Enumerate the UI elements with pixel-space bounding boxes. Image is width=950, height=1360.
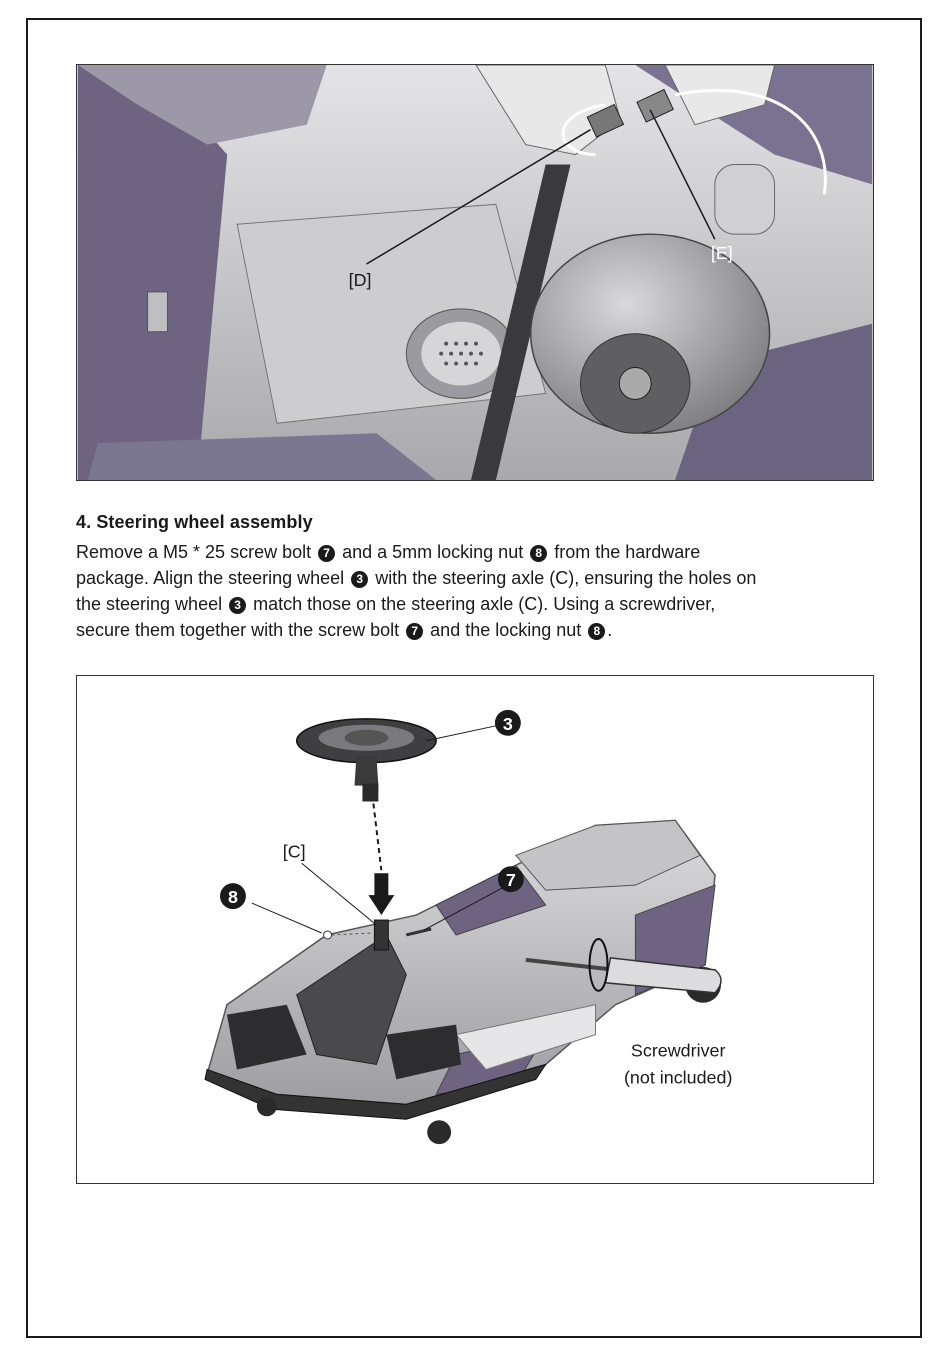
step-line-2 — [76, 568, 756, 588]
part-number-badge: 7 — [406, 623, 423, 640]
callout-3-text: 3 — [502, 713, 513, 734]
text-run: and the locking nut — [425, 620, 587, 640]
part-number-badge: 3 — [351, 571, 368, 588]
label-c: [C] — [282, 841, 306, 862]
steering-wheel-assembly-illustration — [76, 675, 874, 1184]
part-number-badge: 3 — [229, 597, 246, 614]
steering-wheel-part — [297, 719, 436, 802]
label-d: [D] — [348, 269, 372, 290]
motor-connector-illustration — [76, 64, 874, 481]
text-run: package. Align the steering wheel — [76, 568, 350, 588]
part-number-badge: 7 — [318, 545, 335, 562]
step-4-instructions — [76, 512, 876, 643]
step-line-4 — [76, 620, 612, 640]
text-run: match those on the steering axle (C). Using a screwdriver, — [248, 594, 716, 614]
label-e: [E] — [710, 243, 733, 264]
not-included-label: (not included) — [623, 1067, 733, 1088]
part-number-badge: 8 — [588, 623, 605, 640]
step-body — [76, 539, 876, 643]
screwdriver-label: Screwdriver — [630, 1040, 726, 1061]
callout-8-text: 8 — [227, 887, 238, 908]
callout-7-text: 7 — [505, 870, 516, 891]
step-title: 4. Steering wheel assembly — [76, 512, 313, 532]
text-run: the steering wheel — [76, 594, 228, 614]
text-run: with the steering axle (C), ensuring the holes on — [370, 568, 757, 588]
text-run: Remove a M5 * 25 screw bolt — [76, 542, 317, 562]
text-run: secure them together with the screw bolt — [76, 620, 405, 640]
kart-assembly-drawing — [77, 676, 873, 1183]
text-run: and a 5mm locking nut — [337, 542, 529, 562]
step-line-3 — [76, 594, 715, 614]
part-number-badge: 8 — [530, 545, 547, 562]
motor-connector-drawing — [77, 65, 873, 480]
text-run: from the hardware — [549, 542, 701, 562]
text-run: . — [607, 620, 613, 640]
step-line-1 — [76, 542, 700, 562]
